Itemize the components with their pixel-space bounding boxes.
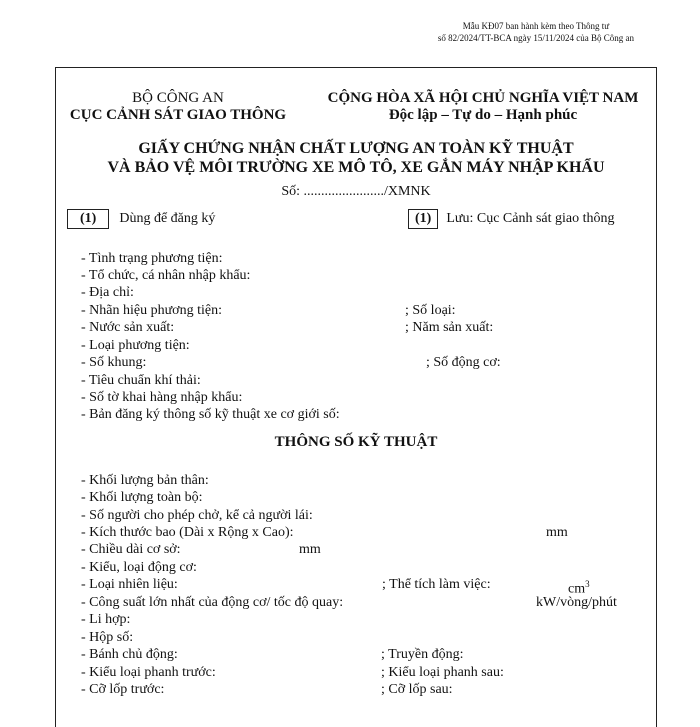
field-gearbox: - Hộp số: [81, 630, 134, 645]
field-overall-dimensions: - Kích thước bao (Dài x Rộng x Cao): [81, 525, 294, 540]
document-number: Số: ......................./XMNK [281, 184, 431, 199]
field-spec-registration: - Bản đăng ký thông số kỹ thuật xe cơ giới số: [81, 407, 340, 422]
national-heading [316, 90, 650, 124]
field-front-tire: - Cỡ lốp trước: [81, 682, 165, 697]
form-note-line1: Mẫu KĐ07 ban hành kèm theo Thông tư [462, 21, 610, 31]
field-address: - Địa chỉ: [81, 285, 134, 300]
ministry-name: BỘ CÔNG AN [132, 90, 224, 106]
field-rear-brake: ; Kiểu loại phanh sau: [381, 665, 504, 680]
field-chassis-number: - Số khung: [81, 355, 147, 370]
field-vehicle-status: - Tình trạng phương tiện: [81, 251, 223, 266]
displacement-unit: $cm^3$ [568, 579, 590, 597]
field-manufacture-year: ; Năm sản xuất: [405, 320, 494, 335]
document-title-line2: VÀ BẢO VỆ MÔI TRƯỜNG XE MÔ TÔ, XE GẮN MÁY NHẬP KHẨU [107, 159, 605, 176]
dimensions-unit: mm [546, 525, 568, 540]
field-seating-capacity: - Số người cho phép chở, kể cả người lái: [81, 508, 313, 523]
field-drive-wheel: - Bánh chủ động: [81, 647, 178, 662]
copy-archive [408, 209, 615, 229]
field-customs-declaration: - Số tờ khai hàng nhập khẩu: [81, 390, 243, 405]
copy-count-box: (1) [408, 209, 438, 229]
form-note-line2: số 82/2024/TT-BCA ngày 15/11/2024 của Bộ Công an [437, 33, 634, 43]
field-curb-weight: - Khối lượng bản thân: [81, 473, 209, 488]
field-engine-number: ; Số động cơ: [426, 355, 501, 370]
field-transmission: ; Truyền động: [381, 647, 464, 662]
copy-archive-label: Lưu: Cục Cảnh sát giao thông [446, 211, 615, 226]
department-name: CỤC CẢNH SÁT GIAO THÔNG [69, 107, 287, 123]
field-gross-weight: - Khối lượng toàn bộ: [81, 490, 203, 505]
certificate-frame [55, 67, 657, 727]
form-note [438, 20, 634, 44]
field-clutch: - Li hợp: [81, 612, 131, 627]
field-country-of-manufacture: - Nước sản xuất: [81, 320, 175, 335]
copy-count-box: (1) [67, 209, 109, 229]
field-max-power: - Công suất lớn nhất của động cơ/ tốc độ quay: [81, 595, 344, 610]
copy-registration-label: Dùng để đăng ký [119, 211, 216, 226]
copy-registration [67, 209, 215, 229]
field-displacement: ; Thể tích làm việc: [382, 577, 491, 592]
field-wheelbase: - Chiều dài cơ sở: [81, 542, 181, 557]
field-vehicle-type: - Loại phương tiện: [81, 338, 190, 353]
field-brand: - Nhãn hiệu phương tiện: [81, 303, 222, 318]
document-title-line1: GIẤY CHỨNG NHẬN CHẤT LƯỢNG AN TOÀN KỸ THUẬT [138, 140, 574, 157]
field-fuel-type: - Loại nhiên liệu: [81, 577, 178, 592]
field-engine-type: - Kiểu, loại động cơ: [81, 560, 197, 575]
tech-specs-heading: THÔNG SỐ KỸ THUẬT [274, 434, 438, 450]
issuer-block [67, 90, 289, 124]
field-importer: - Tổ chức, cá nhân nhập khẩu: [81, 268, 251, 283]
motto: Độc lập – Tự do – Hạnh phúc [388, 107, 578, 123]
field-emission-standard: - Tiêu chuẩn khí thải: [81, 373, 201, 388]
wheelbase-unit: mm [299, 542, 321, 557]
field-front-brake: - Kiểu loại phanh trước: [81, 665, 216, 680]
field-rear-tire: ; Cỡ lốp sau: [381, 682, 453, 697]
country-name: CỘNG HÒA XÃ HỘI CHỦ NGHĨA VIỆT NAM [327, 90, 639, 106]
power-unit: kW/vòng/phút [536, 595, 617, 610]
field-model-number: ; Số loại: [405, 303, 456, 318]
